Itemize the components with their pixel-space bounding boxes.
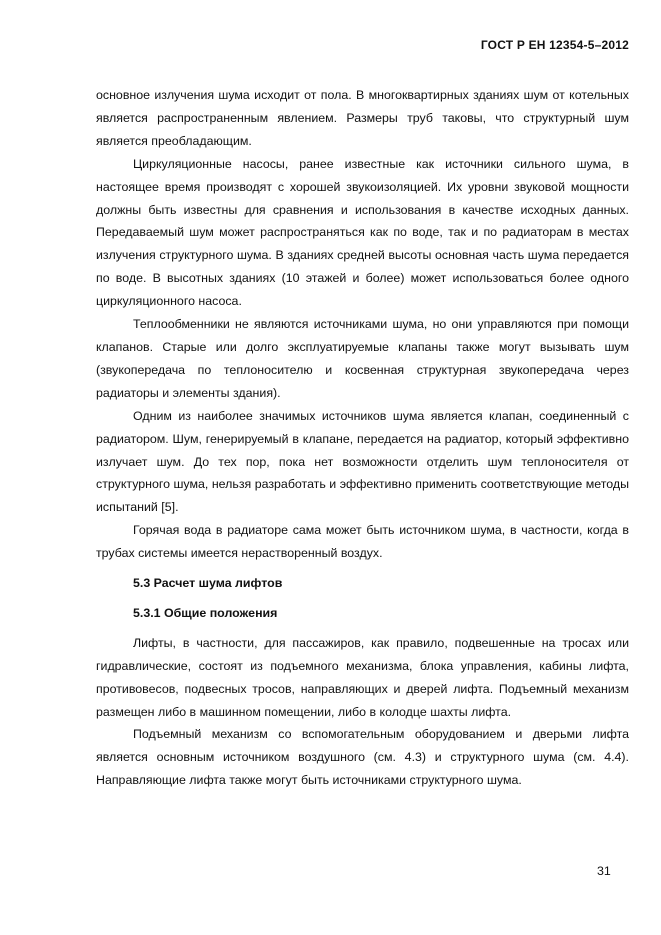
paragraph-heat-exchangers: Теплообменники не являются источниками шума, но они управляются при помощи клапанов. Старые или долго эксплуатируемые клапаны также могут вызывать шум (звукопередача по теплоносителю и косвенная структурная звукопередача через радиаторы и элементы здания). bbox=[96, 317, 629, 400]
paragraph-pumps: Циркуляционные насосы, ранее известные как источники сильного шума, в настоящее время производят с хорошей звукоизоляцией. Их уровни звуковой мощности должны быть известны для сравнения и использования в качестве исходных данных. Передаваемый шум может распространяться как по воде, так и по радиаторам в местах излучения структурного шума. В зданиях средней высоты основная часть шума передается по воде. В высотных зданиях (10 этажей и более) может использоваться более одного циркуляционного насоса. bbox=[96, 156, 629, 309]
paragraph-hot-water: Горячая вода в радиаторе сама может быть источником шума, в частности, когда в трубах системы имеется нерастворенный воздух. bbox=[96, 523, 629, 561]
paragraph-lifts: Лифты, в частности, для пассажиров, как правило, подвешенные на тросах или гидравлические, состоят из подъемного механизма, блока управления, кабины лифта, противовесов, подвесных тросов, направляющих и дверей лифта. Подъемный механизм размещен либо в машинном помещении, либо в колодце шахты лифта. bbox=[96, 635, 629, 719]
paragraph-lift-mechanism: Подъемный механизм со вспомогательным оборудованием и дверьми лифта является основным источником воздушного (см. 4.3) и структурного шума (см. 4.4). Направляющие лифта также могут быть источниками структурного шума. bbox=[96, 727, 629, 788]
page-number: 31 bbox=[597, 864, 611, 878]
subsection-heading: 5.3.1 Общие положения bbox=[133, 605, 278, 620]
page-body bbox=[96, 84, 629, 792]
paragraph-valves: Одним из наиболее значимых источников шума является клапан, соединенный с радиатором. Шум, генерируемый в клапане, передается на радиатор, который эффективно излучает шум. До тех пор, пока нет возможности отделить шум теплоносителя от структурного шума, нельзя разработать и эффективно применить соответствующие методы испытаний [5]. bbox=[96, 408, 629, 515]
paragraph-continuation: основное излучения шума исходит от пола. В многоквартирных зданиях шум от котельных является распространенным явлением. Размеры труб таковы, что структурный шум является преобладающим. bbox=[96, 88, 629, 148]
document-header: ГОСТ Р ЕН 12354-5–2012 bbox=[480, 38, 629, 52]
section-heading: 5.3 Расчет шума лифтов bbox=[133, 576, 283, 591]
